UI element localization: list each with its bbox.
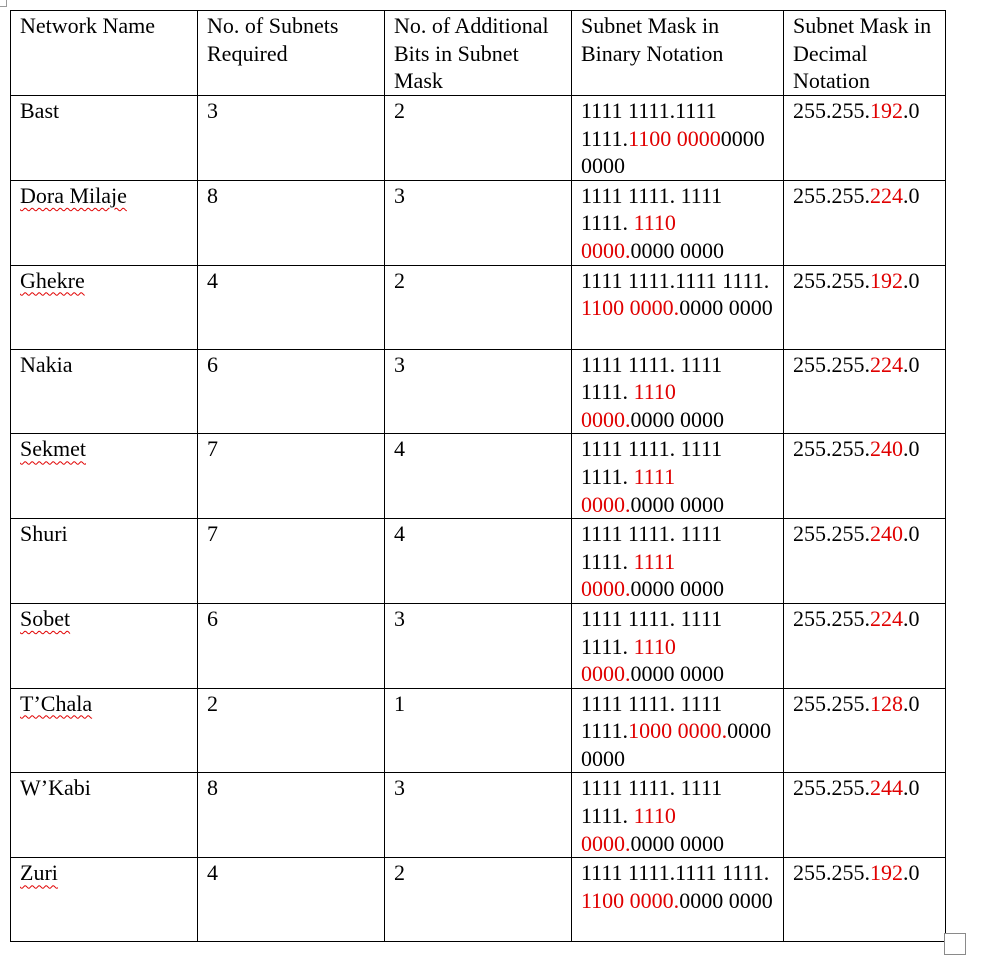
network-name-cell[interactable]	[11, 773, 198, 858]
subnets-required-cell[interactable]	[198, 434, 385, 519]
binary-mask-cell-text	[581, 434, 774, 518]
binary-mask-cell[interactable]	[572, 773, 784, 858]
table-row	[11, 349, 946, 434]
binary-mask-cell[interactable]	[572, 688, 784, 773]
subnets-required-value: 6	[207, 351, 218, 377]
decimal-mask-cell[interactable]	[784, 180, 946, 265]
decimal-mask-suffix: .0	[903, 690, 920, 716]
network-name: Nakia	[20, 351, 73, 377]
additional-bits-cell[interactable]	[385, 858, 572, 942]
subnets-required-value: 7	[207, 436, 218, 462]
table-row	[11, 180, 946, 265]
binary-mask-suffix: 0000 0000	[679, 295, 773, 321]
network-name-cell[interactable]	[11, 858, 198, 942]
network-name-cell[interactable]	[11, 180, 198, 265]
binary-mask-subnet-bits: 1100 0000.	[581, 887, 680, 913]
table-row	[11, 434, 946, 519]
additional-bits-cell-text	[394, 181, 562, 210]
additional-bits-cell-text	[394, 96, 562, 125]
binary-mask-subnet-bits: 1100 0000	[628, 125, 721, 151]
binary-mask-prefix: 1111 1111. 1111 1111.	[581, 182, 723, 236]
decimal-mask-cell[interactable]	[784, 603, 946, 688]
decimal-mask-prefix: 255.255.	[793, 351, 870, 377]
header-row	[11, 11, 946, 96]
subnets-required-value: 2	[207, 690, 218, 716]
binary-mask-cell-text	[581, 858, 774, 914]
network-name-cell-text	[20, 350, 188, 379]
binary-mask-prefix: 1111 1111. 1111 1111.	[581, 690, 723, 744]
binary-mask-suffix: 0000 0000	[581, 125, 765, 179]
subnets-required-value: 8	[207, 182, 218, 208]
decimal-mask-suffix: .0	[903, 436, 920, 462]
decimal-mask-prefix: 255.255.	[793, 521, 870, 547]
decimal-mask-subnet-octet: 240	[870, 521, 903, 547]
network-name: Dora Milaje	[20, 182, 127, 208]
binary-mask-cell-text	[581, 604, 774, 688]
network-name-cell[interactable]	[11, 434, 198, 519]
additional-bits-value: 4	[394, 436, 405, 462]
network-name: T’Chala	[20, 690, 93, 716]
subnets-required-value: 6	[207, 605, 218, 631]
subnets-required-cell[interactable]	[198, 858, 385, 942]
decimal-mask-cell-text	[793, 604, 936, 633]
decimal-mask-cell-text	[793, 181, 936, 210]
additional-bits-value: 1	[394, 690, 405, 716]
subnets-required-cell-text	[207, 350, 375, 379]
decimal-mask-prefix: 255.255.	[793, 860, 870, 886]
header-decimal-mask[interactable]	[784, 11, 946, 96]
binary-mask-subnet-bits: 1111 0000.	[581, 463, 676, 517]
decimal-mask-suffix: .0	[903, 605, 920, 631]
binary-mask-cell-text	[581, 96, 774, 180]
network-name: Sekmet	[20, 436, 86, 462]
network-name: Shuri	[20, 521, 68, 547]
decimal-mask-suffix: .0	[903, 98, 920, 123]
additional-bits-cell[interactable]	[385, 96, 572, 181]
binary-mask-cell-text	[581, 689, 774, 773]
binary-mask-subnet-bits: 1110 0000.	[581, 803, 676, 856]
subnets-required-cell-text	[207, 181, 375, 210]
decimal-mask-suffix: .0	[903, 182, 920, 208]
decimal-mask-subnet-octet: 192	[870, 860, 903, 886]
decimal-mask-cell-text	[793, 96, 936, 125]
decimal-mask-suffix: .0	[903, 267, 920, 293]
decimal-mask-cell[interactable]	[784, 349, 946, 434]
binary-mask-subnet-bits: 1110 0000.	[581, 379, 676, 432]
network-name-cell-text	[20, 266, 188, 295]
binary-mask-suffix: 0000 0000	[630, 406, 724, 432]
additional-bits-cell-text	[394, 519, 562, 548]
decimal-mask-suffix: .0	[903, 775, 920, 801]
additional-bits-value: 2	[394, 98, 405, 123]
header-decimal-mask-text: Subnet Mask in Decimal Notation	[793, 13, 932, 94]
binary-mask-prefix: 1111 1111. 1111 1111.	[581, 775, 723, 829]
subnets-required-cell-text	[207, 96, 375, 125]
subnets-required-cell[interactable]	[198, 688, 385, 773]
subnets-required-cell[interactable]	[198, 349, 385, 434]
network-name-cell-text	[20, 773, 188, 802]
binary-mask-cell-text	[581, 266, 774, 322]
table-row	[11, 603, 946, 688]
decimal-mask-cell[interactable]	[784, 434, 946, 519]
decimal-mask-subnet-octet: 224	[870, 605, 903, 631]
decimal-mask-prefix: 255.255.	[793, 775, 870, 801]
binary-mask-cell-text	[581, 519, 774, 603]
text-cursor	[945, 348, 946, 374]
decimal-mask-cell-text	[793, 689, 936, 718]
binary-mask-subnet-bits: 1000 0000.	[628, 718, 728, 744]
additional-bits-cell[interactable]	[385, 434, 572, 519]
decimal-mask-cell[interactable]	[784, 688, 946, 773]
network-name-cell-text	[20, 858, 188, 887]
decimal-mask-cell[interactable]	[784, 96, 946, 181]
binary-mask-suffix: 0000 0000	[630, 661, 724, 687]
binary-mask-prefix: 1111 1111. 1111 1111.	[581, 521, 723, 574]
binary-mask-cell-text	[581, 181, 774, 265]
decimal-mask-prefix: 255.255.	[793, 605, 870, 631]
binary-mask-cell-text	[581, 773, 774, 857]
network-name-cell-text	[20, 434, 188, 463]
binary-mask-suffix: 0000 0000	[630, 237, 724, 263]
binary-mask-subnet-bits: 1100 0000.	[581, 295, 680, 321]
header-additional-bits[interactable]	[385, 11, 572, 96]
binary-mask-subnet-bits: 1110 0000.	[581, 210, 676, 263]
table-row	[11, 858, 946, 942]
additional-bits-value: 3	[394, 775, 405, 801]
additional-bits-cell[interactable]	[385, 180, 572, 265]
decimal-mask-subnet-octet: 224	[870, 351, 903, 377]
decimal-mask-cell-text	[793, 858, 936, 887]
additional-bits-value: 2	[394, 267, 405, 293]
additional-bits-cell-text	[394, 858, 562, 887]
decimal-mask-cell-text	[793, 519, 936, 548]
network-name: Ghekre	[20, 267, 85, 293]
binary-mask-prefix: 1111 1111.1111 1111.	[581, 860, 770, 886]
table-row	[11, 96, 946, 181]
additional-bits-cell[interactable]	[385, 519, 572, 604]
subnets-required-cell-text	[207, 689, 375, 718]
network-name-cell[interactable]	[11, 603, 198, 688]
binary-mask-prefix: 1111 1111. 1111 1111.	[581, 351, 723, 405]
binary-mask-cell[interactable]	[572, 434, 784, 519]
network-name-cell-text	[20, 181, 188, 210]
subnets-required-value: 7	[207, 521, 218, 547]
subnets-required-cell[interactable]	[198, 180, 385, 265]
subnets-required-cell[interactable]	[198, 603, 385, 688]
network-name-cell-text	[20, 689, 188, 718]
binary-mask-cell[interactable]	[572, 519, 784, 604]
network-name: Sobet	[20, 605, 71, 631]
additional-bits-cell-text	[394, 266, 562, 295]
decimal-mask-subnet-octet: 192	[870, 267, 903, 293]
decimal-mask-cell[interactable]	[784, 858, 946, 942]
binary-mask-cell[interactable]	[572, 349, 784, 434]
binary-mask-prefix: 1111 1111. 1111 1111.	[581, 436, 723, 489]
additional-bits-cell-text	[394, 604, 562, 633]
network-name-cell-text	[20, 96, 188, 125]
binary-mask-suffix: 0000 0000	[679, 887, 773, 913]
header-subnets-required[interactable]	[198, 11, 385, 96]
subnets-required-cell[interactable]	[198, 265, 385, 349]
subnets-required-cell[interactable]	[198, 519, 385, 604]
additional-bits-value: 2	[394, 860, 405, 886]
subnets-required-cell-text	[207, 519, 375, 548]
additional-bits-value: 3	[394, 182, 405, 208]
decimal-mask-subnet-octet: 240	[870, 436, 903, 462]
subnets-required-cell[interactable]	[198, 773, 385, 858]
additional-bits-cell[interactable]	[385, 603, 572, 688]
binary-mask-cell[interactable]	[572, 265, 784, 349]
header-binary-mask-text: Subnet Mask in Binary Notation	[581, 13, 724, 66]
decimal-mask-cell-text	[793, 434, 936, 463]
decimal-mask-cell-text	[793, 266, 936, 295]
binary-mask-prefix: 1111 1111.1111 1111.	[581, 98, 717, 151]
network-name: Zuri	[20, 860, 58, 886]
decimal-mask-prefix: 255.255.	[793, 182, 870, 208]
subnet-table	[10, 10, 946, 942]
binary-mask-suffix: 0000 0000	[581, 718, 772, 771]
network-name-cell[interactable]	[11, 688, 198, 773]
network-name-cell[interactable]	[11, 519, 198, 604]
decimal-mask-prefix: 255.255.	[793, 690, 870, 716]
decimal-mask-suffix: .0	[903, 860, 920, 886]
network-name-cell[interactable]	[11, 265, 198, 349]
binary-mask-subnet-bits: 1110 0000.	[581, 633, 676, 687]
additional-bits-cell-text	[394, 434, 562, 463]
table-move-handle-icon[interactable]	[0, 0, 7, 7]
binary-mask-cell-text	[581, 350, 774, 434]
decimal-mask-subnet-octet: 192	[870, 98, 903, 123]
binary-mask-suffix: 0000 0000	[630, 830, 724, 856]
additional-bits-value: 3	[394, 351, 405, 377]
additional-bits-cell[interactable]	[385, 265, 572, 349]
subnets-required-value: 4	[207, 860, 218, 886]
decimal-mask-subnet-octet: 224	[870, 182, 903, 208]
additional-bits-cell[interactable]	[385, 688, 572, 773]
header-network-name-text: Network Name	[20, 13, 156, 38]
binary-mask-cell[interactable]	[572, 96, 784, 181]
subnets-required-cell-text	[207, 266, 375, 295]
additional-bits-cell[interactable]	[385, 773, 572, 858]
header-network-name[interactable]	[11, 11, 198, 96]
table-row	[11, 519, 946, 604]
decimal-mask-subnet-octet: 128	[870, 690, 903, 716]
binary-mask-suffix: 0000 0000	[630, 576, 724, 602]
subnets-required-cell[interactable]	[198, 96, 385, 181]
decimal-mask-cell[interactable]	[784, 265, 946, 349]
additional-bits-value: 3	[394, 605, 405, 631]
subnets-required-cell-text	[207, 773, 375, 802]
decimal-mask-prefix: 255.255.	[793, 98, 870, 123]
additional-bits-cell[interactable]	[385, 349, 572, 434]
header-binary-mask[interactable]	[572, 11, 784, 96]
additional-bits-cell-text	[394, 689, 562, 718]
header-subnets-required-text: No. of Subnets Required	[207, 13, 339, 66]
header-additional-bits-text: No. of Additional Bits in Subnet Mask	[394, 13, 549, 94]
additional-bits-value: 4	[394, 521, 405, 547]
decimal-mask-subnet-octet: 244	[870, 775, 903, 801]
binary-mask-cell[interactable]	[572, 858, 784, 942]
decimal-mask-cell[interactable]	[784, 519, 946, 604]
table-row	[11, 773, 946, 858]
binary-mask-suffix: 0000 0000	[630, 491, 724, 517]
network-name: W’Kabi	[20, 775, 91, 801]
decimal-mask-suffix: .0	[903, 351, 920, 377]
table-row	[11, 688, 946, 773]
network-name-cell[interactable]	[11, 349, 198, 434]
decimal-mask-cell[interactable]	[784, 773, 946, 858]
subnets-required-value: 4	[207, 267, 218, 293]
subnets-required-cell-text	[207, 858, 375, 887]
decimal-mask-cell-text	[793, 773, 936, 802]
table-row	[11, 265, 946, 349]
subnets-required-cell-text	[207, 434, 375, 463]
binary-mask-cell[interactable]	[572, 603, 784, 688]
subnets-required-value: 8	[207, 775, 218, 801]
binary-mask-prefix: 1111 1111. 1111 1111.	[581, 605, 723, 659]
additional-bits-cell-text	[394, 350, 562, 379]
network-name-cell-text	[20, 604, 188, 633]
decimal-mask-suffix: .0	[903, 521, 920, 547]
table-resize-handle-icon[interactable]	[944, 933, 966, 955]
subnets-required-cell-text	[207, 604, 375, 633]
network-name: Bast	[20, 98, 60, 123]
binary-mask-prefix: 1111 1111.1111 1111.	[581, 267, 770, 293]
decimal-mask-prefix: 255.255.	[793, 436, 870, 462]
decimal-mask-prefix: 255.255.	[793, 267, 870, 293]
additional-bits-cell-text	[394, 773, 562, 802]
subnets-required-value: 3	[207, 98, 218, 123]
network-name-cell[interactable]	[11, 96, 198, 181]
binary-mask-subnet-bits: 1111 0000.	[581, 548, 676, 602]
binary-mask-cell[interactable]	[572, 180, 784, 265]
decimal-mask-cell-text	[793, 350, 936, 379]
network-name-cell-text	[20, 519, 188, 548]
